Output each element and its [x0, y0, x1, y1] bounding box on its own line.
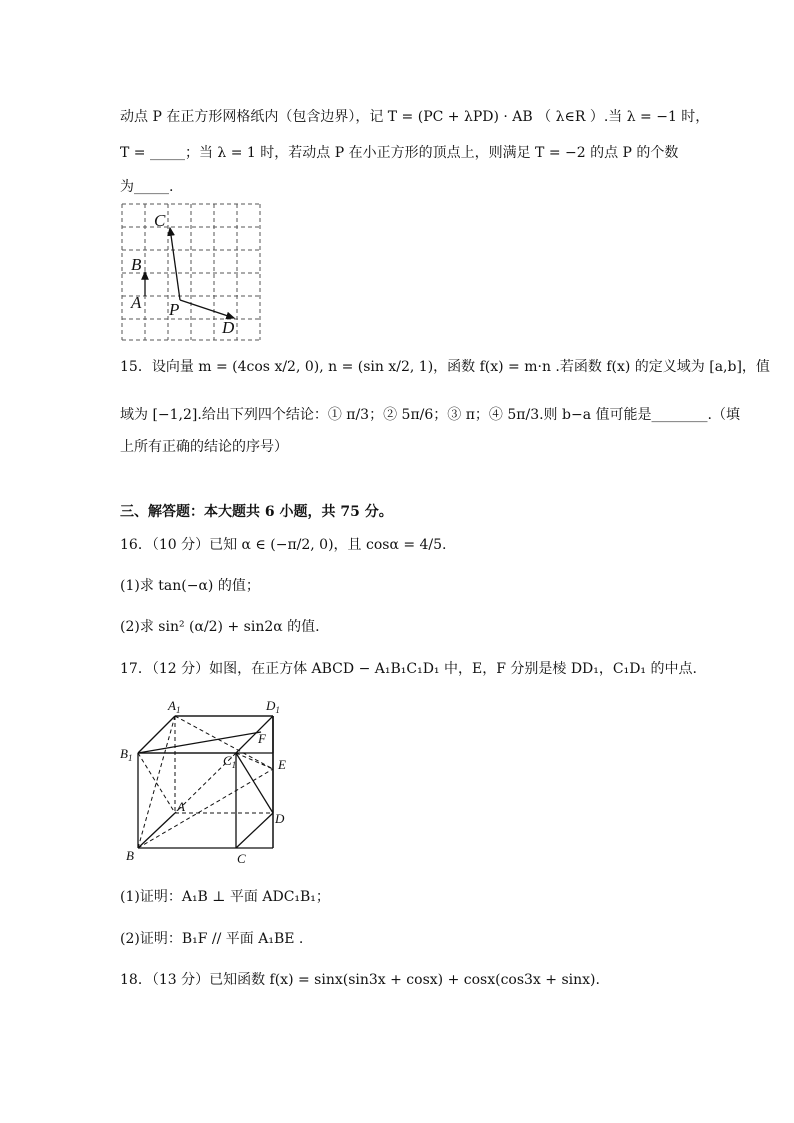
vector-pd: [180, 300, 234, 318]
cube-label-b1: $B_1$: [120, 746, 133, 763]
label-c: C: [154, 211, 166, 230]
q18-stem: 18．（13 分）已知函数 f(x) = sinx(sin3x + cosx) + cosx(cos3x + sinx).: [120, 972, 600, 988]
cube-label-d: D: [275, 811, 285, 826]
q17-part-1: (1)证明：A₁B ⊥ 平面 ADC₁B₁；: [120, 889, 330, 905]
q16-part-1: (1)求 tan(−α) 的值；: [120, 578, 260, 594]
cube-label-b: B: [126, 848, 134, 863]
cube-label-a1: $A_1$: [168, 698, 181, 715]
cube-label-c1: $C_1$: [223, 753, 237, 770]
vector-pc: [170, 228, 180, 300]
cube-label-d1: $D_1$: [266, 698, 280, 715]
q17-part-2: (2)证明：B₁F // 平面 A₁BE .: [120, 931, 304, 947]
label-p: P: [169, 300, 180, 319]
q16-stem: 16．（10 分）已知 α ∈ (−π/2, 0)，且 cosα = 4/5.: [120, 537, 447, 553]
q15-line-1: 15．设向量 m = (4cos x/2, 0), n = (sin x/2, 1)，函数 f(x) = m·n .若函数 f(x) 的定义域为 [a,b]，值: [120, 359, 770, 375]
cube-label-e: E: [278, 757, 286, 772]
q14-line-1: 动点 P 在正方形网格纸内（包含边界），记 T = (PC + λPD) · AB （ λ∈R ）.当 λ = −1 时，: [120, 109, 710, 125]
q15-line-2: 域为 [−1,2].给出下列四个结论：① π/3；② 5π/6；③ π；④ 5π/3.则 b−a 值可能是________.（填: [120, 407, 740, 423]
cube-label-f: F: [258, 731, 266, 746]
label-a: A: [131, 293, 142, 312]
cube-label-c: C: [237, 851, 246, 866]
q16-part-2: (2)求 sin² (α/2) + sin2α 的值.: [120, 619, 320, 635]
cube-label-a: A: [177, 799, 185, 814]
grid-figure: [118, 200, 268, 345]
q14-line-2: T = _____；当 λ = 1 时，若动点 P 在小正方形的顶点上，则满足 T = −2 的点 P 的个数: [120, 145, 679, 161]
label-b: B: [131, 255, 142, 274]
q14-line-3: 为_____.: [120, 179, 174, 195]
label-d: D: [222, 318, 235, 337]
cube-figure: [118, 695, 303, 870]
q17-stem: 17．（12 分）如图，在正方体 ABCD − A₁B₁C₁D₁ 中，E，F 分别是棱 DD₁，C₁D₁ 的中点.: [120, 661, 697, 677]
section-3-title: 三、解答题：本大题共 6 小题，共 75 分。: [120, 504, 393, 520]
q15-line-3: 上所有正确的结论的序号）: [120, 439, 288, 455]
